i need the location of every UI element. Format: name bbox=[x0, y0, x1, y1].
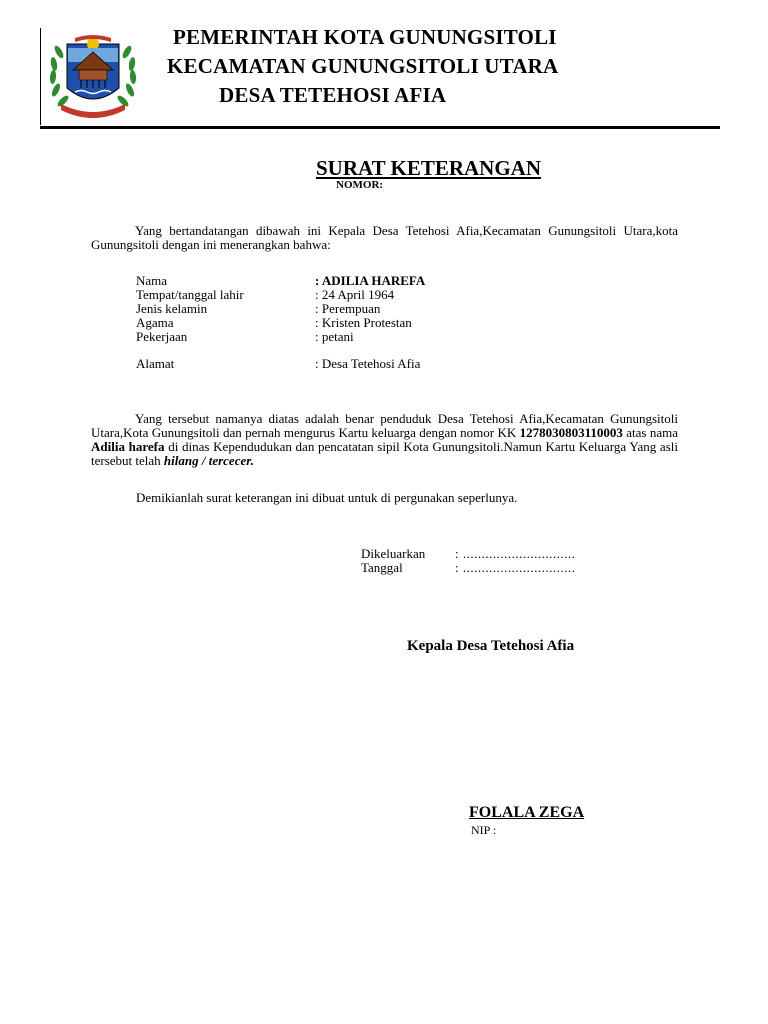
header-line-2: KECAMATAN GUNUNGSITOLI UTARA bbox=[167, 54, 559, 78]
field-label-jenis-kelamin: Jenis kelamin bbox=[136, 301, 208, 316]
field-value-agama: : Kristen Protestan bbox=[315, 315, 412, 330]
body-paragraph bbox=[91, 412, 678, 468]
field-label-nama: Nama bbox=[136, 273, 168, 288]
document-title: SURAT KETERANGAN bbox=[316, 156, 542, 180]
issued-value: : .............................. bbox=[455, 546, 576, 561]
kk-number: 1278030803110003 bbox=[519, 425, 623, 440]
field-value-pekerjaan: : petani bbox=[315, 329, 354, 344]
field-label-agama: Agama bbox=[136, 315, 174, 330]
body-text-1: Yang tersebut namanya diatas adalah benar penduduk Desa Tetehosi Afia,Kecamatan Gunungsitoli Utara,Kota Gunungsitoli dan pernah mengurus Kartu keluarga dengan nomor KK bbox=[91, 411, 678, 440]
header-bottom-rule bbox=[40, 126, 720, 129]
intro-text: Yang bertandatangan dibawah ini Kepala Desa Tetehosi Afia,Kecamatan Gunungsitoli Utara,kota Gunungsitoli dengan ini menerangkan bahwa: bbox=[91, 223, 678, 252]
document-number-label: NOMOR: bbox=[336, 179, 384, 191]
field-value-jenis-kelamin: : Perempuan bbox=[315, 301, 381, 316]
issued-label: Dikeluarkan bbox=[361, 546, 426, 561]
field-value-alamat: : Desa Tetehosi Afia bbox=[315, 356, 421, 371]
city-emblem-logo bbox=[45, 30, 141, 122]
signatory-nip: NIP : bbox=[471, 823, 497, 837]
date-label: Tanggal bbox=[361, 560, 403, 575]
field-label-alamat: Alamat bbox=[136, 356, 175, 371]
field-label-tempat-tanggal-lahir: Tempat/tanggal lahir bbox=[136, 287, 244, 302]
header-left-rule bbox=[40, 28, 41, 125]
intro-paragraph bbox=[91, 224, 678, 252]
body-text-3: di dinas Kependudukan dan pencatatan sipil Kota Gunungsitoli.Namun Kartu Keluarga Yang asli tersebut telah bbox=[91, 439, 678, 468]
field-label-pekerjaan: Pekerjaan bbox=[136, 329, 188, 344]
closing-paragraph: Demikianlah surat keterangan ini dibuat untuk di pergunakan seperlunya. bbox=[136, 490, 518, 505]
header-line-1: PEMERINTAH KOTA GUNUNGSITOLI bbox=[173, 25, 557, 49]
date-value: : .............................. bbox=[455, 560, 576, 575]
body-text-2: atas nama bbox=[622, 425, 678, 440]
signatory-name: FOLALA ZEGA bbox=[469, 804, 585, 821]
field-value-tempat-tanggal-lahir: : 24 April 1964 bbox=[315, 287, 395, 302]
document-status: hilang / tercecer. bbox=[163, 453, 254, 468]
field-value-nama-text: : ADILIA HAREFA bbox=[315, 273, 426, 288]
header-line-3: DESA TETEHOSI AFIA bbox=[219, 83, 447, 107]
body-holder-name: Adilia harefa bbox=[91, 439, 165, 454]
signatory-position: Kepala Desa Tetehosi Afia bbox=[407, 638, 575, 654]
